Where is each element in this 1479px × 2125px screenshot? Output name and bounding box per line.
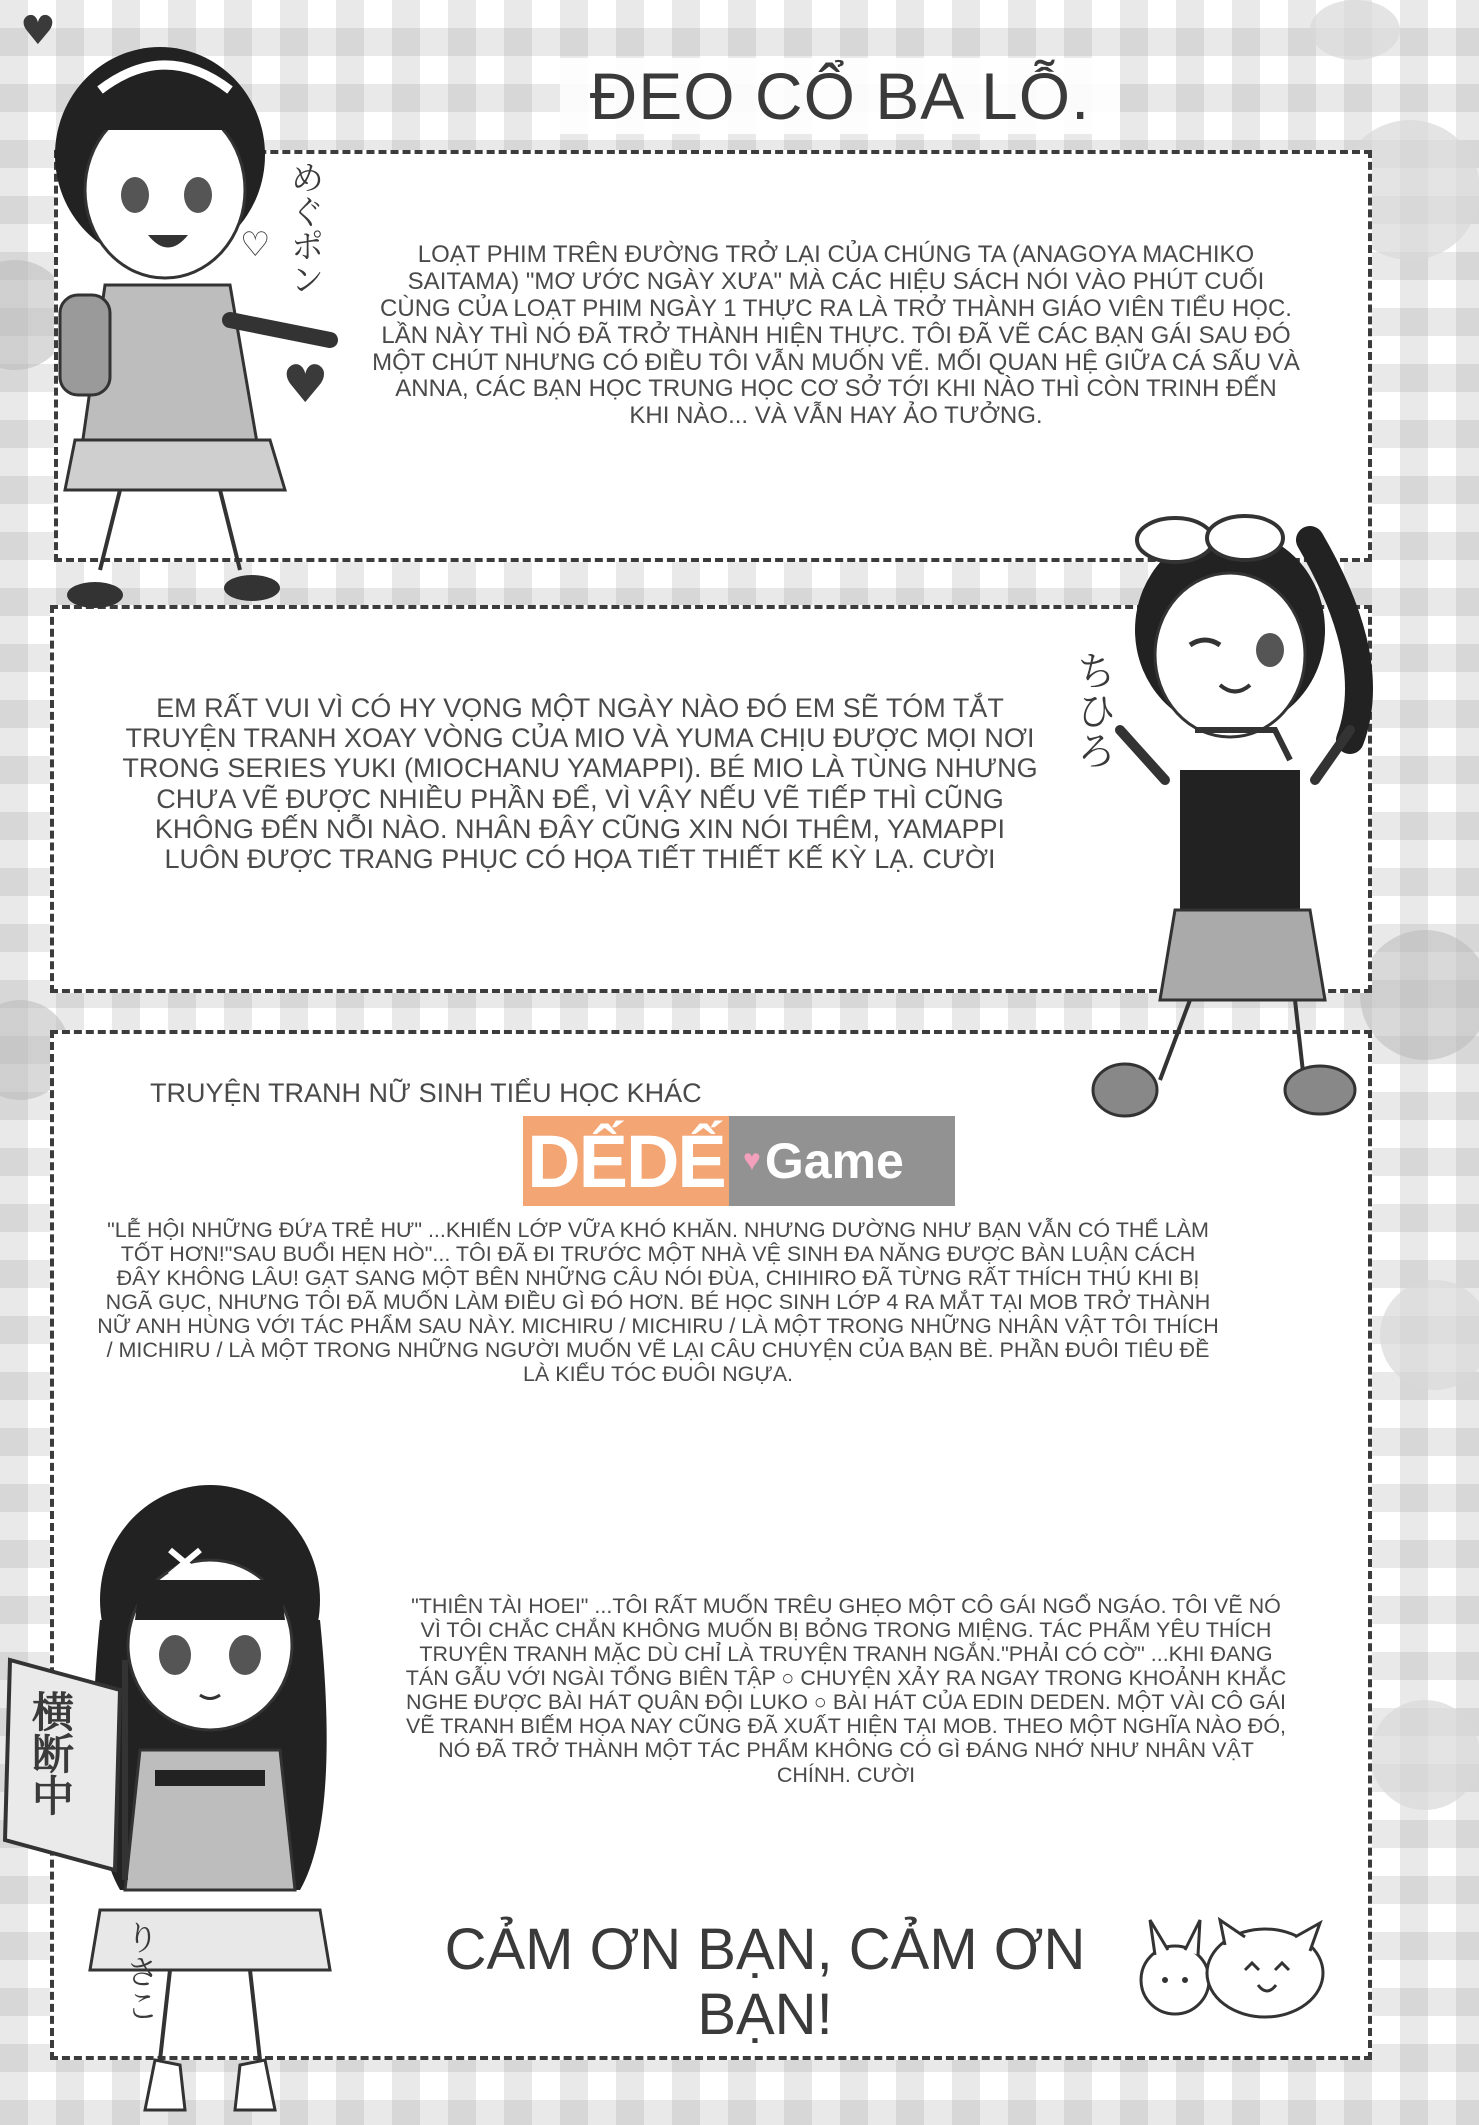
watermark-right: Game [764, 1133, 904, 1189]
page-title: ĐEO CỔ BA LỖ. [560, 58, 1120, 134]
paragraph-2: EM RẤT VUI VÌ CÓ HY VỌNG MỘT NGÀY NÀO ĐÓ EM SẼ TÓM TẮT TRUYỆN TRANH XOAY VÒNG CỦA MIO VÀ YUMA CHỊU ĐƯỢC MỌI NƠI TRONG SERIES YUKI (MIOCHANU YAMAPPI). BÉ MIO LÀ TÙNG NHƯNG CHƯA VẼ ĐƯỢC NHIỀU PHẦN ĐỂ, VÌ VẬY NẾU VẼ TIẾP THÌ CŨNG KHÔNG ĐẾN NỖI NÀO. NHÂN ĐÂY CŨNG XIN NÓI THÊM, YAMAPPI LUÔN ĐƯỢC TRANG PHỤC CÓ HỌA TIẾT THIẾT KẾ KỲ LẠ. CƯỜI [122, 693, 1038, 875]
paragraph-3: "LỄ HỘI NHỮNG ĐỨA TRẺ HƯ" ...KHIẾN LỚP VỮA KHÓ KHĂN. NHƯNG DƯỜNG NHƯ BẠN VẪN CÓ THỂ LÀM TỐT HƠN!"SAU BUỔI HẸN HÒ"... TÔI ĐÃ ĐI TRƯỚC MỘT NHÀ VỆ SINH ĐA NĂNG ĐƯỢC BÀN LUẬN CÁCH ĐÂY KHÔNG LÂU! GẠT SANG MỘT BÊN NHỮNG CÂU NÓI ĐÙA, CHIHIRO ĐÃ TỪNG RẤT THÍCH THÚ KHI BỊ NGÃ GỤC, NHƯNG TÔI ĐÃ MUỐN LÀM ĐIỀU GÌ ĐÓ HƠN. BÉ HỌC SINH LỚP 4 RA MẮT TẠI MOB TRỞ THÀNH NỮ ANH HÙNG VỚI TÁC PHẨM SAU NÀY. MICHIRU / MICHIRU / LÀ MỘT TRONG NHỮNG NHÂN VẬT TÔI THÍCH / MICHIRU / LÀ MỘT TRONG NHỮNG NGƯỜI MUỐN VẼ LẠI CÂU CHUYỆN CỦA BẠN BÈ. PHẦN ĐUÔI TIÊU ĐỀ LÀ KIỂU TÓC ĐUÔI NGỰA. [97, 1218, 1219, 1387]
heart-icon: ♡ [240, 225, 271, 265]
paragraph-4: "THIÊN TÀI HOEI" ...TÔI RẤT MUỐN TRÊU GHẸO MỘT CÔ GÁI NGỔ NGÁO. TÔI VẼ NÓ VÌ TÔI CHẮC CHẮN KHÔNG MUỐN BỊ BỎNG TRONG MIỆNG. TÁC PHẨM YÊU THÍCH TRUYỆN TRANH MẶC DÙ CHỈ LÀ TRUYỆN TRANH NGẮN."PHẢI CÓ CỜ" ...KHI ĐANG TÁN GẪU VỚI NGÀI TỔNG BIÊN TẬP ○ CHUYỆN XẢY RA NGAY TRONG KHOẢNH KHẮC NGHE ĐƯỢC BÀI HÁT QUÂN ĐỘI LUKO ○ BÀI HÁT CỦA EDIN DEDEN. MỘT VÀI CÔ GÁI VẼ TRANH BIẾM HỌA NAY CŨNG ĐÃ XUẤT HIỆN TẠI MOB. THEO MỘT NGHĨA NÀO ĐÓ, NÓ ĐÃ TRỞ THÀNH MỘT TÁC PHẨM KHÔNG CÓ GÌ ĐÁNG NHỚ NHƯ NHÂN VẬT CHÍNH. CƯỜI [405, 1594, 1287, 1787]
label-megumi: めぐポン [284, 160, 324, 296]
background-fruit-decoration [1380, 1280, 1479, 1390]
watermark-logo [523, 1116, 955, 1206]
watermark-left: DẾDẾ [523, 1116, 729, 1206]
mascot-doodles [1130, 1915, 1330, 2025]
label-flag: 横断中 [26, 1690, 75, 1816]
background-fruit-decoration [1370, 1700, 1479, 1810]
background-fruit-decoration [1310, 0, 1400, 60]
label-risako: りさこ [119, 1920, 159, 2022]
label-chihiro: ちひろ [1070, 650, 1116, 770]
character-illustration-chihiro [1080, 480, 1380, 1130]
heart-icon: ♥ [743, 1144, 761, 1177]
heart-icon: ♥ [20, 8, 56, 54]
subheading: TRUYỆN TRANH NỮ SINH TIỂU HỌC KHÁC [150, 1078, 702, 1108]
heart-icon: ♥ [282, 355, 329, 415]
closing-text: CẢM ƠN BẠN, CẢM ƠN BẠN! [444, 1917, 1086, 2047]
character-illustration-megumi [20, 20, 340, 610]
watermark-right-wrap [729, 1116, 955, 1206]
paragraph-1: LOẠT PHIM TRÊN ĐƯỜNG TRỞ LẠI CỦA CHÚNG TA (ANAGOYA MACHIKO SAITAMA) "MƠ ƯỚC NGÀY XƯA" MÀ CÁC HIỆU SÁCH NÓI VÀO PHÚT CUỐI CÙNG CỦA LOẠT PHIM NGÀY 1 THỰC RA LÀ TRỞ THÀNH GIÁO VIÊN TIỂU HỌC. LẦN NÀY THÌ NÓ ĐÃ TRỞ THÀNH HIỆN THỰC. TÔI ĐÃ VẼ CÁC BẠN GÁI SAU ĐÓ MỘT CHÚT NHƯNG CÓ ĐIỀU TÔI VẪN MUỐN VẼ. MỐI QUAN HỆ GIỮA CÁ SẤU VÀ ANNA, CÁC BẠN HỌC TRUNG HỌC CƠ SỞ TỚI KHI NÀO THÌ CÒN TRINH ĐẾN KHI NÀO... VÀ VẪN HAY ẢO TƯỞNG. [372, 241, 1300, 430]
